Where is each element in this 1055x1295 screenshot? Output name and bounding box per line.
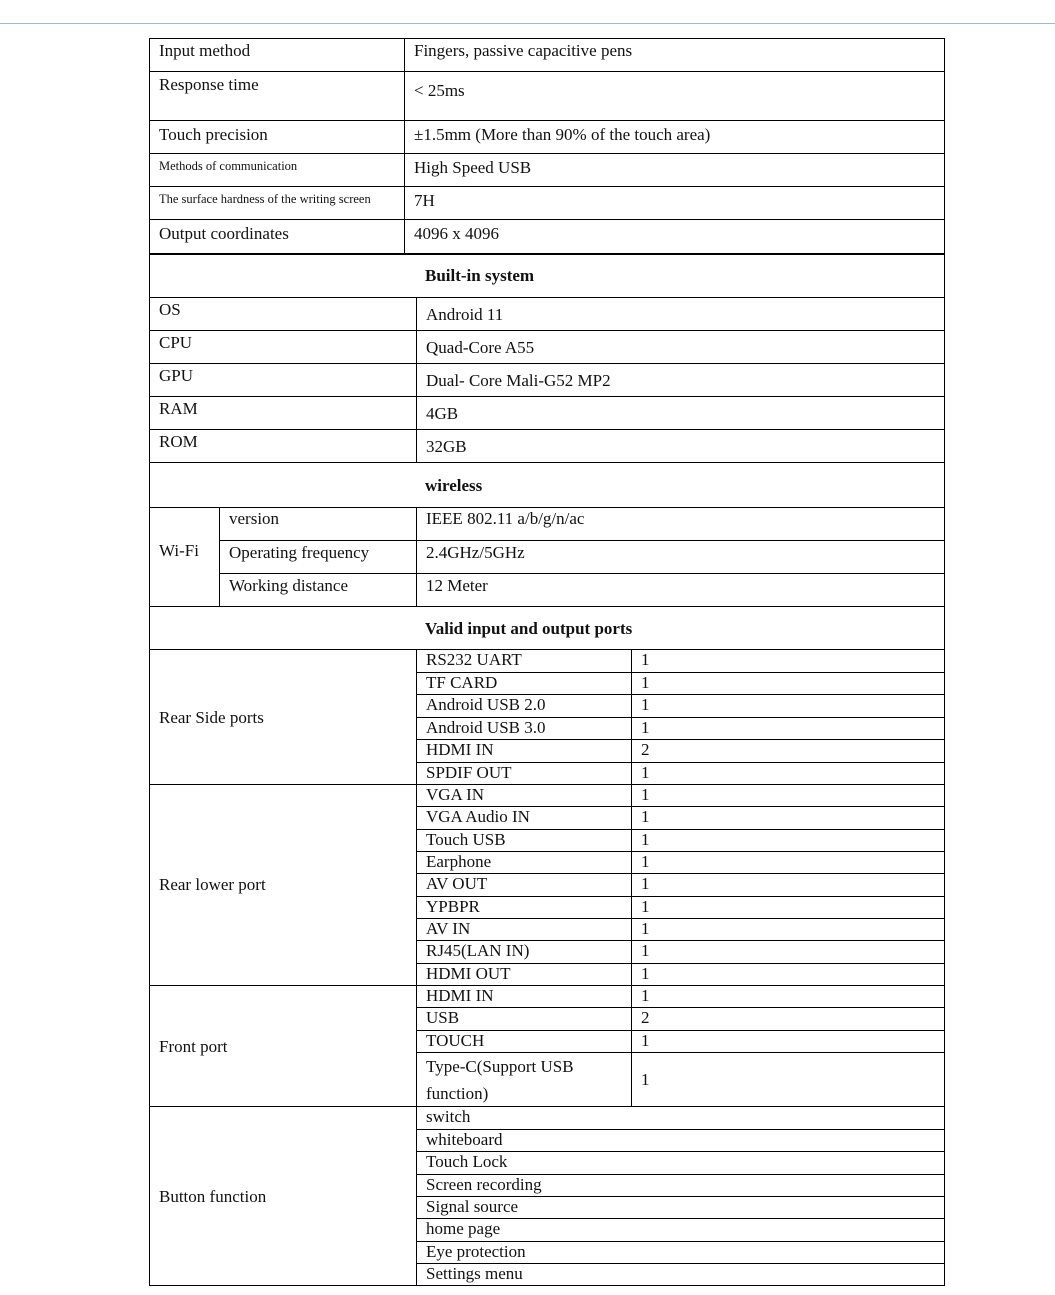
button-item: Touch Lock <box>417 1151 945 1174</box>
button-item: switch <box>426 1107 471 1126</box>
header-rule <box>0 23 1055 24</box>
port-name: HDMI OUT <box>417 963 631 985</box>
port-name: RS232 UART <box>426 650 522 669</box>
spec-label: Response time <box>150 71 404 120</box>
spec-label: CPU <box>150 330 416 363</box>
port-count: 2 <box>632 1007 945 1030</box>
section-heading-builtin: Built-in system <box>425 266 535 285</box>
button-group-label: Button function <box>159 1187 267 1206</box>
spec-label: RAM <box>150 396 416 429</box>
spec-label: Methods of communication <box>150 153 404 186</box>
port-name: AV OUT <box>417 873 631 896</box>
spec-value: ±1.5mm (More than 90% of the touch area) <box>405 120 945 153</box>
port-count: 1 <box>632 918 945 940</box>
port-count: 1 <box>632 717 945 739</box>
spec-value: < 25ms <box>405 71 945 120</box>
port-name: SPDIF OUT <box>417 762 631 784</box>
button-item: Settings menu <box>417 1263 945 1285</box>
port-count: 1 <box>632 963 945 985</box>
spec-label: Input method <box>159 41 251 60</box>
port-count: 1 <box>632 762 945 784</box>
spec-value: 7H <box>405 186 945 219</box>
port-group-label: Rear lower port <box>159 875 266 894</box>
port-name: AV IN <box>417 918 631 940</box>
spec-label: ROM <box>150 429 416 463</box>
spec-label: Operating frequency <box>220 540 416 573</box>
port-name: TOUCH <box>417 1030 631 1052</box>
port-count: 1 <box>632 829 945 851</box>
port-name: USB <box>417 1007 631 1030</box>
wifi-group-label: Wi-Fi <box>159 541 199 560</box>
spec-value: 4096 x 4096 <box>405 219 945 254</box>
button-item: Screen recording <box>417 1174 945 1196</box>
port-count: 1 <box>632 985 945 1007</box>
port-name: VGA IN <box>417 784 631 806</box>
port-name: RJ45(LAN IN) <box>417 940 631 963</box>
port-name: Android USB 2.0 <box>417 694 631 717</box>
spec-value: 12 Meter <box>417 573 945 606</box>
port-name: HDMI IN <box>417 985 631 1007</box>
spec-value: IEEE 802.11 a/b/g/n/ac <box>426 509 585 528</box>
port-name: HDMI IN <box>417 739 631 762</box>
port-group-label: Rear Side ports <box>159 708 264 727</box>
spec-value: 2.4GHz/5GHz <box>417 540 945 573</box>
port-name: Type-C(Support USB function) <box>417 1052 631 1106</box>
button-item: Eye protection <box>417 1241 945 1263</box>
spec-label: Working distance <box>220 573 416 606</box>
spec-value: High Speed USB <box>405 153 945 186</box>
spec-label: OS <box>150 297 416 330</box>
spec-label: Touch precision <box>150 120 404 153</box>
port-count: 1 <box>632 694 945 717</box>
spec-value: 32GB <box>417 429 945 463</box>
port-name: VGA Audio IN <box>417 806 631 829</box>
section-heading-ports: Valid input and output ports <box>425 619 633 638</box>
port-group-label: Front port <box>159 1037 228 1056</box>
button-item: home page <box>417 1218 945 1241</box>
section-heading-wireless: wireless <box>425 476 483 495</box>
port-name: TF CARD <box>417 672 631 694</box>
port-name: Earphone <box>417 851 631 873</box>
port-count: 1 <box>632 806 945 829</box>
port-count: 1 <box>632 873 945 896</box>
port-name: Touch USB <box>417 829 631 851</box>
port-name: Android USB 3.0 <box>417 717 631 739</box>
spec-value: Dual- Core Mali-G52 MP2 <box>417 363 945 396</box>
spec-value: 4GB <box>417 396 945 429</box>
port-name: YPBPR <box>417 896 631 918</box>
spec-label: Output coordinates <box>150 219 404 254</box>
port-count: 1 <box>632 896 945 918</box>
spec-label: version <box>229 509 280 528</box>
port-count: 1 <box>632 851 945 873</box>
port-count: 1 <box>641 650 650 669</box>
port-count: 1 <box>632 940 945 963</box>
spec-label: The surface hardness of the writing screen <box>150 186 404 219</box>
port-count: 1 <box>632 1052 945 1106</box>
spec-value: Quad-Core A55 <box>417 330 945 363</box>
row-divider <box>150 985 416 986</box>
row-divider <box>150 784 416 785</box>
port-count: 1 <box>632 672 945 694</box>
spec-value: Android 11 <box>417 297 945 330</box>
port-count: 1 <box>632 1030 945 1052</box>
port-count: 2 <box>632 739 945 762</box>
spec-value: Fingers, passive capacitive pens <box>414 41 633 60</box>
button-item: whiteboard <box>417 1129 945 1151</box>
button-item: Signal source <box>417 1196 945 1218</box>
spec-label: GPU <box>150 363 416 396</box>
port-count: 1 <box>632 784 945 806</box>
